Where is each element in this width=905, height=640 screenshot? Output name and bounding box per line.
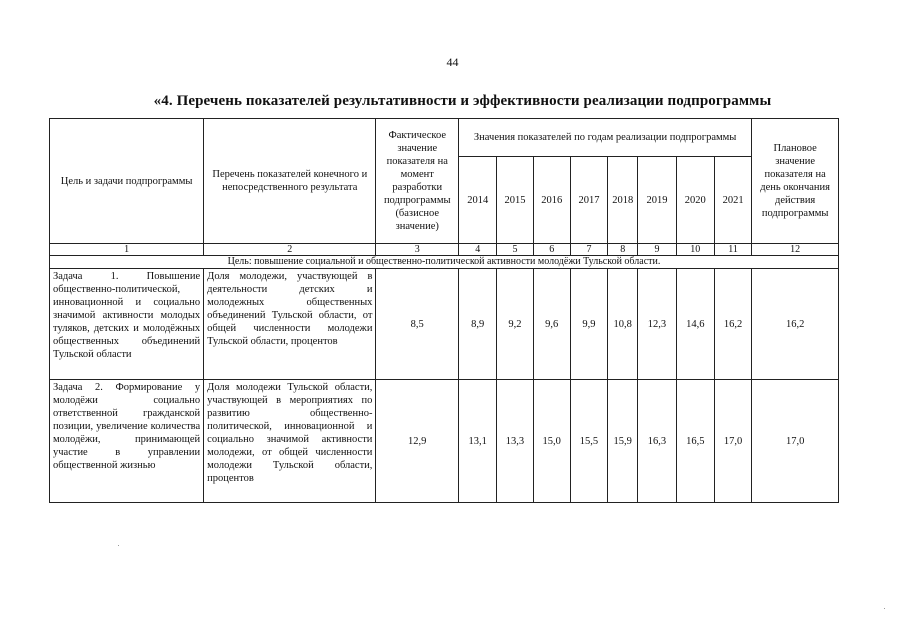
column-number: 12: [752, 244, 839, 256]
page-number: 44: [446, 55, 459, 69]
goal-row: [50, 256, 839, 269]
value-cell: 10,8: [608, 269, 638, 380]
column-number: 7: [570, 244, 607, 256]
header-planned: Плановое значение показателя на день окончания действия подпрограммы: [752, 119, 839, 244]
column-number: 3: [376, 244, 459, 256]
value-cell: 15,0: [533, 380, 570, 503]
baseline-cell: 12,9: [376, 380, 459, 503]
value-cell: 14,6: [676, 269, 714, 380]
task-cell: Задача 2. Формирование у молодёжи социально ответственной гражданской позиции, увеличение количества молодёжи, принимающей участие в управлении общественной жизнью: [50, 380, 204, 503]
column-number: 5: [497, 244, 533, 256]
column-number: 8: [608, 244, 638, 256]
table-row: [50, 380, 839, 503]
task-cell: Задача 1. Повышение общественно-политической, инновационной и социально значимой активности молодых туляков, детских и молодёжных общественных объединений Тульской области: [50, 269, 204, 380]
value-cell: 8,9: [459, 269, 497, 380]
value-cell: 9,2: [497, 269, 533, 380]
header-years-group: Значения показателей по годам реализации подпрограммы: [459, 119, 752, 157]
value-cell: 16,5: [676, 380, 714, 503]
header-indicators: Перечень показателей конечного и непосредственного результата: [204, 119, 376, 244]
planned-cell: 17,0: [752, 380, 839, 503]
header-row: [50, 119, 839, 157]
scan-speck: [118, 545, 119, 546]
indicator-cell: Доля молодежи, участвующей в деятельности детских и молодежных общественных объединений Тульской области, от общей численности молодежи Тульской области, процентов: [204, 269, 376, 380]
value-cell: 16,3: [638, 380, 676, 503]
value-cell: 9,9: [570, 269, 607, 380]
column-number-row: [50, 244, 839, 256]
column-number: 4: [459, 244, 497, 256]
header-year: 2014: [459, 157, 497, 244]
header-goals: Цель и задачи подпрограммы: [50, 119, 204, 244]
header-year: 2019: [638, 157, 676, 244]
value-cell: 16,2: [714, 269, 751, 380]
header-year: 2020: [676, 157, 714, 244]
column-number: 1: [50, 244, 204, 256]
value-cell: 12,3: [638, 269, 676, 380]
column-number: 2: [204, 244, 376, 256]
table-row: [50, 269, 839, 380]
header-year: 2015: [497, 157, 533, 244]
value-cell: 13,3: [497, 380, 533, 503]
header-year: 2016: [533, 157, 570, 244]
column-number: 6: [533, 244, 570, 256]
indicators-table: [49, 118, 839, 503]
header-year: 2021: [714, 157, 751, 244]
section-heading: «4. Перечень показателей результативности и эффективности реализации подпрограммы: [153, 93, 772, 109]
column-number: 10: [676, 244, 714, 256]
indicator-cell: Доля молодежи Тульской области, участвующей в мероприятиях по развитию общественно-политической, инновационной и социально значимой активности молодежи, от общей численности молодежи Тульской области, процентов: [204, 380, 376, 503]
value-cell: 9,6: [533, 269, 570, 380]
value-cell: 15,9: [608, 380, 638, 503]
planned-cell: 16,2: [752, 269, 839, 380]
header-year: 2017: [570, 157, 607, 244]
goal-text: Цель: повышение социальной и общественно-политической активности молодёжи Тульской области.: [50, 256, 839, 269]
value-cell: 15,5: [570, 380, 607, 503]
baseline-cell: 8,5: [376, 269, 459, 380]
scan-speck: [884, 608, 885, 609]
header-year: 2018: [608, 157, 638, 244]
value-cell: 13,1: [459, 380, 497, 503]
column-number: 9: [638, 244, 676, 256]
header-baseline: Фактическое значение показателя на момент разработки подпрограммы (базисное значение): [376, 119, 459, 244]
column-number: 11: [714, 244, 751, 256]
value-cell: 17,0: [714, 380, 751, 503]
